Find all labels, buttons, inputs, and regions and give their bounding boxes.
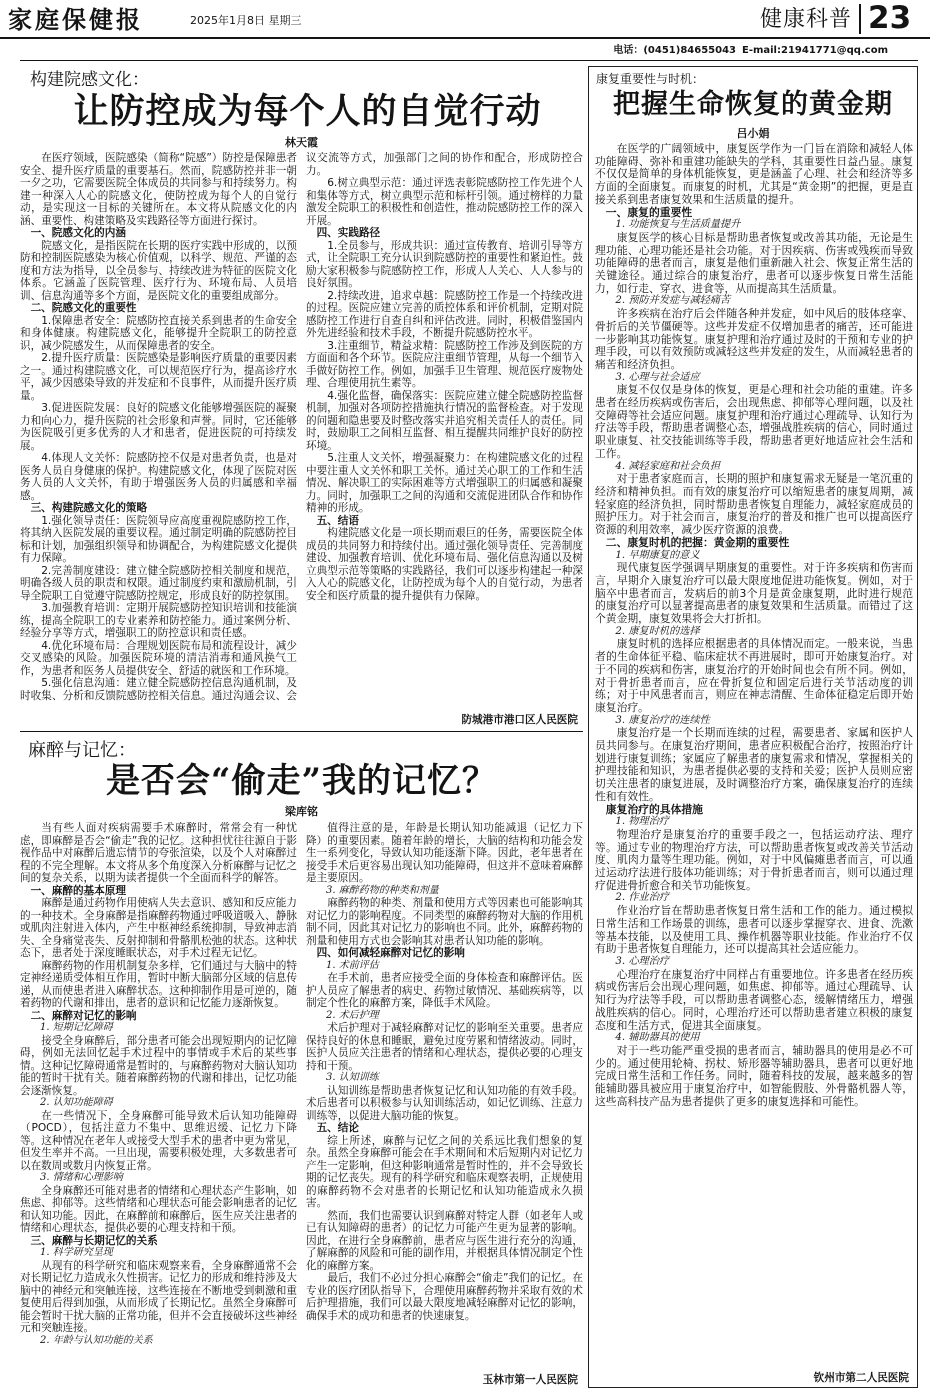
paragraph: 4.体现人文关怀：院感防控不仅是对患者负责，也是对医务人员自身健康的保护。构建院感文化，体现了医院对医务人员的人文关怀，有助于增强医务人员的归属感和幸福感。 [20,452,297,502]
paragraph: 康复时机的选择应根据患者的具体情况而定。一般来说，当患者的生命体征平稳、临床症状不再进展时，即可开始康复治疗。对于不同的疾病和伤害，康复治疗的开始时间也会有所不同。例如，对于骨折患者而言，应在骨折复位和固定后进行关节活动度的训练；对于中风患者而言，则应在神志清醒、生命体征稳定后即开始康复治疗。 [595,637,913,714]
contact-phone: 电话：(0451)84655043 [613,45,736,56]
section-heading: 五、结论 [316,1122,359,1134]
section-heading: 五、结语 [316,514,359,527]
paragraph: 对于患者家庭而言，长期的照护和康复需求无疑是一笔沉重的经济和精神负担。而有效的康复治疗可以缩短患者的康复周期，减轻家庭的经济负担，同时帮助患者恢复自理能力，减轻家庭成员的照护压力。对于社会而言，康复治疗的普及和推广也可以提高医疗资源的利用效率，减少医疗资源的浪费。 [595,472,913,537]
paragraph: 构建院感文化是一项长期而艰巨的任务，需要医院全体成员的共同努力和持续付出。通过强化领导责任、完善制度建设、加强教育培训、优化环境布局、强化信息沟通以及树立典型示范等策略的实践路径，我们可以逐步构建起一种深入人心的院感文化，让防控成为每个人的自觉行动，为患者安全和医疗质量的提升提供有力保障。 [306,527,583,602]
paragraph: 当有些人面对疾病需要手术麻醉时，常常会有一种忧虑，即麻醉是否会“偷走”我的记忆。这种担忧往往源自于影视作品中对麻醉后遗忘情节的夸张渲染，以及个人对麻醉过程的不完全理解。本文将从多个角度深入分析麻醉与记忆之间的复杂关系，以期为读者提供一个全面而科学的解答。 [20,822,297,884]
paragraph: 在一些情况下，全身麻醉可能导致术后认知功能障碍（POCD），包括注意力不集中、思维迟缓、记忆力下降等。这种情况在老年人或接受大型手术的患者中更为常见，但发生率并不高。一旦出现，需要积极处理，大多数患者可以在数周或数月内恢复正常。 [20,1109,297,1172]
section-heading: 四、实践路径 [316,227,381,239]
subsection-heading: 3. 认知训练 [326,1072,379,1083]
paper-name: 家庭保健报 [8,5,143,34]
subsection-heading: 3. 康复治疗的连续性 [615,714,710,726]
section-heading: 三、构建院感文化的策略 [30,502,148,514]
header-rule [20,60,918,61]
subsection-heading: 4. 减轻家庭和社会负担 [615,460,721,472]
paragraph: 3.加强教育培训：定期开展院感防控知识培训和技能演练，提高全院职工的专业素养和防控能力。通过案例分析、经验分享等方式，增强职工的防控意识和责任感。 [20,602,297,639]
contact-email: E-mail:21941771@qq.com [741,45,888,56]
paragraph: 接受全身麻醉后，部分患者可能会出现短期内的记忆障碍，例如无法回忆起手术过程中的事情或手术后的某些事情。这种记忆障碍通常是暂时的，与麻醉药物对大脑认知功能的暂时干扰有关。随着麻醉药物的代谢和排出，记忆功能会逐渐恢复。 [20,1034,297,1097]
subsection-heading: 2. 年龄与认知功能的关系 [40,1334,153,1346]
subsection-heading: 4. 辅助器具的使用 [615,1032,700,1044]
paragraph: 麻醉药物的种类、剂量和使用方式等因素也可能影响其对记忆力的影响程度。不同类型的麻醉药物对大脑的作用机制不同，因此其对记忆力的影响也不同。此外，麻醉药物的剂量和使用方式也会影响其对患者认知功能的影响。 [306,897,583,947]
article-source: 玉林市第一人民医院 [482,1374,578,1386]
subsection-heading: 2. 认知功能障碍 [40,1097,113,1108]
paragraph: 3.注重细节，精益求精：院感防控工作涉及到医院的方方面面和各个环节。医院应注重细节管理，从每一个细节入手做好防控工作。例如，加强手卫生管理、规范医疗废物处理、合理使用抗生素等。 [306,339,583,389]
paragraph: 2.持续改进，追求卓越：院感防控工作是一个持续改进的过程。医院应建立完善的质控体系和评价机制，定期对院感防控工作进行自查自纠和评估改进。同时，积极借鉴国内外先进经验和技术手段，不断提升院感防控水平。 [306,289,583,339]
article-body [20,822,583,1370]
paragraph: 术后护理对于减轻麻醉对记忆的影响至关重要。患者应保持良好的休息和睡眠，避免过度劳累和情绪波动。同时，医护人员应关注患者的情绪和心理状态，提供必要的心理支持和干预。 [306,1022,583,1072]
section-heading: 三、麻醉与长期记忆的关系 [30,1234,158,1247]
paragraph: 麻醉是通过药物作用使病人失去意识、感知和反应能力的一种技术。全身麻醉是指麻醉药物通过呼吸道吸入、静脉或肌肉注射进入体内，产生中枢神经系统抑制，导致神志消失、全身痛觉丧失、反射抑制和骨骼肌松弛的状态。这种状态下，患者处于深度睡眠状态，对手术过程无记忆。 [20,897,297,959]
paragraph: 4.优化环境布局：合理规划医院布局和流程设计，减少交叉感染的风险。加强医院环境的清洁消毒和通风换气工作，为患者和医务人员提供安全、舒适的就医和工作环境。 [20,639,297,677]
paragraph: 最后，我们不必过分担心麻醉会“偷走”我们的记忆。在专业的医疗团队指导下，合理使用麻醉药物并采取有效的术后护理措施，我们可以最大限度地减轻麻醉对记忆的影响，确保手术的成功和患者的快速康复。 [306,1272,583,1322]
paragraph: 1.保障患者安全：院感防控直接关系到患者的生命安全和身体健康。构建院感文化，能够提升全院职工的防控意识，减少院感发生，从而保障患者的安全。 [20,314,297,352]
page-number: 23 [868,0,912,36]
paragraph: 综上所述，麻醉与记忆之间的关系远比我们想象的复杂。虽然全身麻醉可能会在手术期间和术后短期内对记忆力产生一定影响，但这种影响通常是暂时性的，并不会导致长期的记忆丧失。现有的科学研究和临床观察表明，正规使用的麻醉药物不会对患者的长期记忆和认知功能造成永久损害。 [306,1134,583,1209]
article-author: 林天霞 [285,136,318,149]
subsection-heading: 2. 康复时机的选择 [615,625,700,637]
paragraph: 在医学的广阔领域中，康复医学作为一门旨在消除和减轻人体功能障碍、弥补和重建功能缺失的学科，其重要性日益凸显。康复不仅仅是简单的身体机能恢复，更是涵盖了心理、社会和经济等多方面的全面康复。而康复的时机，尤其是“黄金期”的把握，更是直接关系到患者康复效果和生活质量的提升。 [595,143,913,206]
issue-date: 2025年1月8日 星期三 [190,14,302,27]
article-source: 防城港市港口区人民医院 [461,714,578,726]
section-heading: 四、如何减轻麻醉对记忆的影响 [316,947,465,959]
paragraph: 6.树立典型示范：通过评选表彰院感防控工作先进个人和集体等方式，树立典型示范和标杆引领。通过榜样的力量激发全院职工的积极性和创造性，推动院感防控工作的深入开展。 [306,177,583,227]
contact-info [613,45,888,57]
subsection-heading: 2. 术后护理 [326,1009,379,1021]
section-heading: 康复治疗的具体措施 [605,802,703,816]
paragraph: 作业治疗旨在帮助患者恢复日常生活和工作的能力。通过模拟日常生活和工作场景的训练，患者可以逐步掌握穿衣、进食、洗漱等基本技能，以及使用工具、操作机器等职业技能。作业治疗不仅有助于患者恢复自理能力，还可以提高其社会适应能力。 [595,904,913,956]
article-author: 梁库铭 [285,805,318,818]
subsection-heading: 1. 功能恢复与生活质量提升 [615,219,741,231]
section-heading: 一、康复的重要性 [605,205,693,219]
subsection-heading: 3. 情绪和心理影响 [40,1172,123,1183]
subsection-heading: 2. 作业治疗 [615,892,670,904]
paragraph: 麻醉药物的作用机制复杂多样，它们通过与大脑中的特定神经递质受体相互作用，暂时中断大脑部分区域的信息传递，从而使患者进入麻醉状态。这种抑制作用是可逆的，随着药物的代谢和排出，患者的意识和记忆能力逐渐恢复。 [20,959,297,1009]
subsection-heading: 1. 术前评估 [326,959,379,971]
paragraph: 物理治疗是康复治疗的重要手段之一，包括运动疗法、理疗等。通过专业的物理治疗方法，可以帮助患者恢复或改善关节活动度、肌肉力量等生理功能。例如，对于中风偏瘫患者而言，可以通过运动疗法进行肢体功能训练；对于骨折患者而言，则可以通过理疗促进骨折愈合和关节功能恢复。 [595,827,913,892]
article-body [595,143,913,1367]
article-headline: 把握生命恢复的黄金期 [613,89,893,120]
subsection-heading: 1. 早期康复的意义 [615,549,700,561]
paragraph: 对于一些功能严重受损的患者而言，辅助器具的使用是必不可少的。通过使用轮椅、拐杖、矫形器等辅助器具，患者可以更好地完成日常生活和工作任务。同时，随着科技的发展，越来越多的智能辅助器具被应用于康复治疗中，如智能假肢、外骨骼机器人等，这些高科技产品为患者提供了更多的康复选择和可能性。 [595,1043,913,1108]
article-kicker: 康复重要性与时机： [596,72,705,86]
paragraph: 1.全员参与，形成共识：通过宣传教育、培训引导等方式，让全院职工充分认识到院感防控的重要性和紧迫性。鼓励大家积极参与院感防控工作，形成人人关心、人人参与的良好氛围。 [306,239,583,289]
section-heading: 二、院感文化的重要性 [30,302,137,314]
article-separator [20,731,583,732]
article-headline: 让防控成为每个人的自觉行动 [73,91,542,132]
paragraph: 5.注重人文关怀，增强凝聚力：在构建院感文化的过程中要注重人文关怀和职工关怀。通过关心职工的工作和生活情况、解决职工的实际困难等方式增强职工的归属感和凝聚力。同时，加强职工之间的沟通和交流促进团队合作和协作精神的形成。 [306,452,583,514]
paragraph: 在手术前，患者应接受全面的身体检查和麻醉评估。医护人员应了解患者的病史、药物过敏情况、基础疾病等，以制定个性化的麻醉方案，降低手术风险。 [306,972,583,1009]
paragraph: 许多疾病在治疗后会伴随各种并发症，如中风后的肢体痉挛、骨折后的关节僵硬等。这些并发症不仅增加患者的痛苦，还可能进一步影响其功能恢复。康复护理和治疗通过及时的干预和专业的护理手段，可以有效预防或减轻这些并发症的发生，从而减轻患者的痛苦和经济负担。 [595,307,913,371]
paragraph: 然而，我们也需要认识到麻醉对特定人群（如老年人或已有认知障碍的患者）的记忆力可能产生更为显著的影响。因此，在进行全身麻醉前，患者应与医生进行充分的沟通，了解麻醉的风险和可能的副作用，并根据具体情况制定个性化的麻醉方案。 [306,1209,583,1272]
paragraph: 5.强化信息沟通：建立健全院感防控信息沟通机制，及时收集、分析和反馈院感防控相关信息。通过沟通会议、会议交流等方式，加强部门之间的协作和配合，形成防控合力。 [20,152,583,702]
subsection-heading: 1. 短期记忆障碍 [40,1022,113,1033]
subsection-heading: 3. 心理与社会适应 [615,371,700,383]
paragraph: 康复不仅仅是身体的恢复，更是心理和社会功能的重建。许多患者在经历疾病或伤害后，会出现焦虑、抑郁等心理问题，以及社交障碍等社会适应问题。康复护理和治疗通过心理疏导、认知行为疗法等手段，帮助患者调整心态，增强战胜疾病的信心，同时通过职业康复、社交技能训练等手段，帮助患者更好地适应社会生活和工作。 [595,383,913,460]
paragraph: 2.提升医疗质量：医院感染是影响医疗质量的重要因素之一。通过构建院感文化，可以规范医疗行为，提高诊疗水平，减少因感染导致的并发症和不良事件，从而提升医疗质量。 [20,352,297,402]
section-heading: 一、麻醉的基本原理 [30,884,126,897]
subsection-heading: 3. 麻醉药物的种类和剂量 [326,884,439,896]
paragraph: 康复医学的核心目标是帮助患者恢复或改善其功能，无论是生理功能、心理功能还是社会功能。对于因疾病、伤害或残疾而导致功能障碍的患者而言，康复是他们重新融入社会、恢复正常生活的关键途径。通过综合的康复治疗，患者可以逐步恢复日常生活能力，如行走、穿衣、进食等，从而提高其生活质量。 [595,230,913,295]
paragraph: 认知训练是帮助患者恢复记忆和认知功能的有效手段。术后患者可以积极参与认知训练活动，如记忆训练、注意力训练等，以促进大脑功能的恢复。 [306,1084,583,1122]
paragraph: 康复治疗是一个长期而连续的过程，需要患者、家属和医护人员共同参与。在康复治疗期间，患者应积极配合治疗，按照治疗计划进行康复训练；家属应了解患者的康复需求和情况，掌握相关的护理技能和知识，为患者提供必要的支持和关爱；医护人员则应密切关注患者的康复进展，及时调整治疗方案，确保康复治疗的连续性和有效性。 [595,726,913,803]
paragraph: 从现有的科学研究和临床观察来看，全身麻醉通常不会对长期记忆力造成永久性损害。记忆力的形成和维持涉及大脑中的神经元和突触连接，这些连接在不断地受到刺激和重复使用后得到加强，从而形成了长期记忆。虽然全身麻醉可能会暂时干扰大脑的正常功能，但并不会直接破坏这些神经元和突触连接。 [20,1259,297,1334]
masthead-rule [0,37,930,39]
subsection-heading: 3. 心理治疗 [615,956,670,967]
article-author: 吕小娟 [736,127,770,140]
paragraph: 值得注意的是，年龄是长期认知功能减退（记忆力下降）的重要因素。随着年龄的增长，大脑的结构和功能会发生一系列变化，导致认知功能逐渐下降。因此，老年患者在接受手术后更容易出现认知功能障碍，但这并不意味着麻醉是主要原因。 [306,822,583,884]
article-kicker: 构建院感文化： [30,70,149,90]
subsection-heading: 1. 科学研究呈现 [40,1247,113,1258]
article-source: 钦州市第二人民医院 [813,1372,909,1384]
paragraph: 现代康复医学强调早期康复的重要性。对于许多疾病和伤害而言，早期介入康复治疗可以最大限度地促进功能恢复。例如，对于脑卒中患者而言，发病后的前3个月是黄金康复期，此时进行规范的康复治疗可以显著提高患者的康复效果和生活质量。而错过了这个黄金期，康复效果将会大打折扣。 [595,561,913,626]
article-kicker: 麻醉与记忆： [28,740,136,761]
article-headline: 是否会“偷走”我的记忆？ [105,761,498,801]
section-name: 健康科普 [760,7,853,32]
paragraph: 2.完善制度建设：建立健全院感防控相关制度和规范，明确各级人员的职责和权限。通过制度约束和激励机制，引导全院职工自觉遵守院感防控规定，形成良好的防控氛围。 [20,564,297,602]
paragraph: 全身麻醉还可能对患者的情绪和心理状态产生影响，如焦虑、抑郁等。这些情绪和心理状态可能会影响患者的记忆和认知功能。因此，在麻醉前和麻醉后，医生应关注患者的情绪和心理状态，提供必要的心理支持和干预。 [20,1184,297,1234]
paragraph: 在医疗领域，医院感染（简称“院感”）防控是保障患者安全、提升医疗质量的重要基石。然而，院感防控并非一朝一夕之功，它需要医院全体成员的共同参与和持续努力。构建一种深入人心的院感文化，使防控成为每个人的自觉行动，是实现这一目标的关键所在。本文将从院感文化的内涵、重要性、构建策略及实践路径等方面进行探讨。 [20,152,297,227]
article-body [20,152,583,708]
section-heading: 二、康复时机的把握：黄金期的重要性 [605,535,790,549]
section-heading: 一、院感文化的内涵 [30,227,126,239]
paragraph: 心理治疗在康复治疗中同样占有重要地位。许多患者在经历疾病或伤害后会出现心理问题，如焦虑、抑郁等。通过心理疏导、认知行为疗法等手段，可以帮助患者调整心态，缓解情绪压力，增强战胜疾病的信心。同时，心理治疗还可以帮助患者建立积极的康复态度和生活方式，促进其全面康复。 [595,967,913,1032]
paragraph: 院感文化，是指医院在长期的医疗实践中形成的，以预防和控制医院感染为核心价值观，以科学、规范、严谨的态度和方法为指导，以全员参与、持续改进为特征的医院文化体系。它涵盖了医院管理、医疗行为、环境布局、人员培训、信息沟通等多个方面，是医院文化的重要组成部分。 [20,239,297,302]
paragraph: 3.促进医院发展：良好的院感文化能够增强医院的凝聚力和向心力，提升医院的社会形象和声誉。同时，它还能够为医院吸引更多优秀的人才和患者，促进医院的可持续发展。 [20,402,297,452]
masthead-divider [859,4,861,34]
subsection-heading: 2. 预防并发症与减轻痛苦 [615,295,731,307]
subsection-heading: 1. 物理治疗 [615,816,670,828]
paragraph: 1.强化领导责任：医院领导应高度重视院感防控工作，将其纳入医院发展的重要议程。通过制定明确的院感防控目标和计划，加强组织领导和协调配合，为构建院感文化提供有力保障。 [20,514,297,564]
section-heading: 二、麻醉对记忆的影响 [30,1009,137,1022]
paragraph: 4.强化监督，确保落实：医院应建立健全院感防控监督机制，加强对各项防控措施执行情况的监督检查。对于发现的问题和隐患要及时整改落实并追究相关责任人的责任。同时，鼓励职工之间相互监督、相互提醒共同维护良好的防控环境。 [306,389,583,452]
